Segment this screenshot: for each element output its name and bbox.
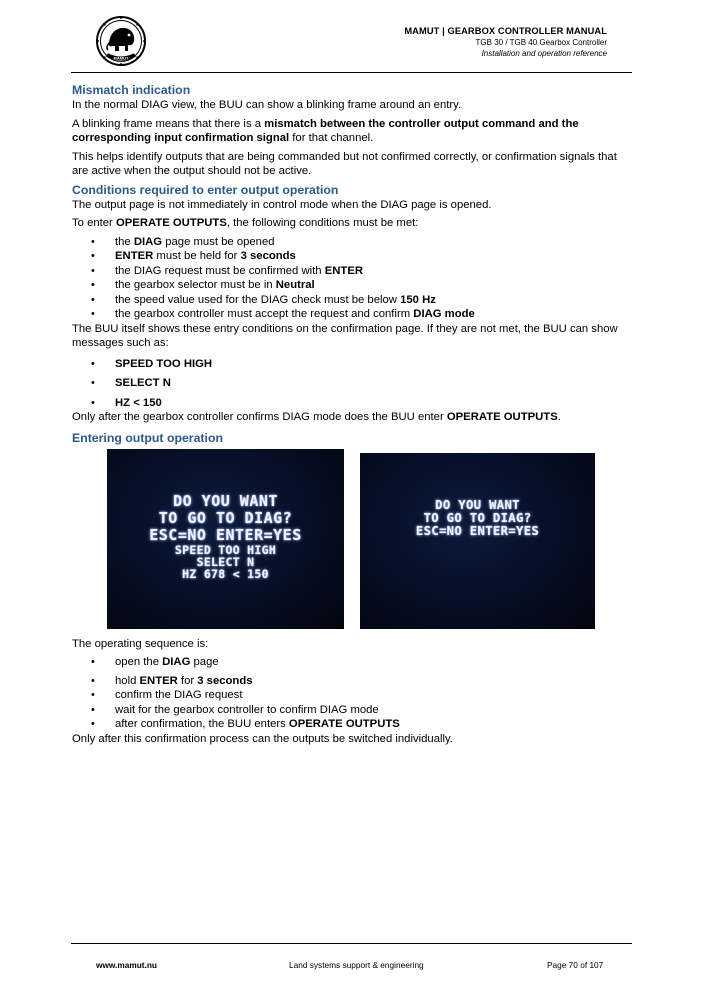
buu-screen-confirm [360,453,595,629]
screen2-line: TO GO TO DIAG? [423,510,532,525]
conditions-p4: Only after the gearbox controller confirms DIAG mode does the BUU enter OPERATE OUTPUTS. [72,411,561,423]
list-item: • hold ENTER for 3 seconds [72,674,634,689]
mismatch-p2: A blinking frame means that there is a mismatch between the controller output command and the corresponding input confirmation signal for that channel. [72,117,579,144]
list-item: • ENTER must be held for 3 seconds [72,249,634,264]
messages-list [72,357,634,411]
entering-p2: Only after this confirmation process can the outputs be switched individually. [72,732,453,745]
mismatch-p1: In the normal DIAG view, the BUU can show a blinking frame around an entry. [72,99,462,111]
footer-website: www.mamut.nu [96,960,157,970]
screen2-line: ESC=NO ENTER=YES [415,523,540,538]
conditions-p1: The output page is not immediately in control mode when the DIAG page is opened. [72,198,492,211]
heading-mismatch: Mismatch indication [72,83,191,97]
screen1-line: DO YOU WANT [173,491,278,510]
header-rule [71,72,632,73]
page-body [72,83,634,746]
list-item: • HZ < 150 [72,396,634,411]
conditions-p2: To enter OPERATE OUTPUTS, the following conditions must be met: [72,217,419,229]
screen1-line: SPEED TOO HIGH [174,542,277,557]
mamut-logo [95,15,147,67]
list-item: • the DIAG page must be opened [72,235,634,250]
conditions-p3: The BUU itself shows these entry conditions on the confirmation page. If they are not met, the BUU can show messages such as: [72,322,618,349]
header-title: MAMUT | GEARBOX CONTROLLER MANUAL [404,26,607,36]
list-item: • the speed value used for the DIAG check must be below 150 Hz [72,293,634,308]
list-item: • SELECT N [72,376,634,391]
footer-tagline: Land systems support & engineering [289,960,424,970]
conditions-list [72,235,634,322]
list-item: • after confirmation, the BUU enters OPERATE OUTPUTS [72,717,634,732]
list-item: • the DIAG request must be confirmed with ENTER [72,264,634,279]
page-header [404,26,607,59]
screen1-line: SELECT N [196,554,255,569]
list-item: • the gearbox selector must be in Neutral [72,278,634,293]
steps-list [72,655,634,732]
mismatch-p3: This helps identify outputs that are being commanded but not confirmed correctly, or confirmation signals that are active when the output should not be active. [72,150,617,177]
screen1-line: TO GO TO DIAG? [158,508,293,527]
header-subtitle2: Installation and operation reference [481,49,607,58]
screen2-line: DO YOU WANT [435,497,520,512]
screen1-line: ESC=NO ENTER=YES [149,525,302,544]
list-item: • wait for the gearbox controller to confirm DIAG mode [72,703,634,718]
heading-entering: Entering output operation [72,430,223,445]
list-item: • confirm the DIAG request [72,688,634,703]
buu-screen-speed-too-high [107,449,344,629]
footer-page-number: Page 70 of 107 [547,960,604,970]
heading-conditions: Conditions required to enter output operation [72,182,339,197]
list-item: • SPEED TOO HIGH [72,357,634,372]
list-item: • open the DIAG page [72,655,634,670]
list-item: • the gearbox controller must accept the request and confirm DIAG mode [72,307,634,322]
screen1-line: HZ 678 < 150 [182,566,269,581]
header-subtitle: TGB 30 / TGB 40 Gearbox Controller [475,38,607,47]
footer-rule [71,943,632,944]
screenshots [72,449,634,637]
entering-p1: The operating sequence is: [72,637,209,650]
logo-text: MAMUT [113,55,129,61]
